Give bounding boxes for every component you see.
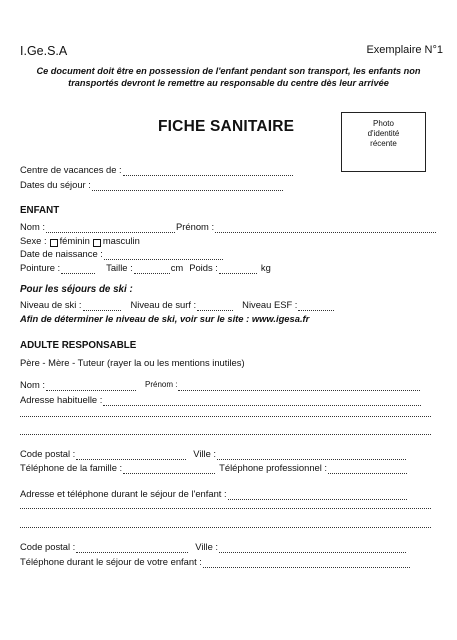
code-postal2-line[interactable] bbox=[76, 544, 188, 553]
sexe-row bbox=[20, 235, 140, 247]
code-postal2-label: Code postal : bbox=[20, 541, 76, 552]
adresse-line-2[interactable] bbox=[20, 416, 431, 417]
ville2-label: Ville : bbox=[195, 541, 219, 552]
centre-field[interactable] bbox=[20, 164, 294, 176]
adresse-sejour-label: Adresse et téléphone durant le séjour de l'enfant : bbox=[20, 488, 227, 499]
ville2-line[interactable] bbox=[219, 544, 406, 553]
copy-number: Exemplaire N°1 bbox=[366, 44, 443, 56]
transport-notice: Ce document doit être en possession de l'enfant pendant son transport, les enfants non transportés devront le remettre au responsable du centre dès leur arrivée bbox=[36, 66, 421, 88]
adulte-heading: ADULTE RESPONSABLE bbox=[20, 340, 137, 351]
adulte-prenom-label: Prénom : bbox=[145, 380, 178, 389]
adresse-field[interactable] bbox=[20, 394, 422, 406]
measurements-row bbox=[20, 262, 271, 274]
poids-unit: kg bbox=[260, 262, 271, 273]
organization-name: I.Ge.S.A bbox=[20, 44, 68, 58]
adulte-nom-label: Nom : bbox=[20, 379, 46, 390]
photo-box bbox=[341, 112, 426, 172]
tel-famille-line[interactable] bbox=[123, 465, 215, 474]
ville-label: Ville : bbox=[193, 448, 217, 459]
poids-label: Poids : bbox=[189, 262, 218, 273]
naissance-line[interactable] bbox=[104, 251, 223, 260]
taille-unit: cm bbox=[170, 262, 184, 273]
tel-sejour-field[interactable] bbox=[20, 556, 411, 568]
ski-heading: Pour les séjours de ski : bbox=[20, 284, 133, 295]
masculin-label: masculin bbox=[102, 235, 140, 246]
photo-box-line-2: d'identité bbox=[367, 129, 400, 138]
tel-pro-line[interactable] bbox=[328, 465, 407, 474]
code-postal-line[interactable] bbox=[76, 451, 186, 460]
pointure-line[interactable] bbox=[61, 265, 95, 274]
tel-pro-label: Téléphone professionnel : bbox=[219, 462, 328, 473]
naissance-label: Date de naissance : bbox=[20, 248, 103, 259]
photo-box-line-3: récente bbox=[370, 139, 397, 148]
niveau-esf-label: Niveau ESF : bbox=[242, 299, 298, 310]
adresse-line-3[interactable] bbox=[20, 434, 431, 435]
enfant-prenom-line[interactable] bbox=[215, 224, 436, 233]
niveau-ski-line[interactable] bbox=[83, 302, 121, 311]
enfant-nom-line[interactable] bbox=[46, 224, 175, 233]
photo-box-line-1: Photo bbox=[373, 119, 394, 128]
taille-line[interactable] bbox=[134, 265, 170, 274]
dates-line[interactable] bbox=[92, 182, 283, 191]
niveau-surf-label: Niveau de surf : bbox=[130, 299, 197, 310]
adresse-line-1[interactable] bbox=[103, 397, 421, 406]
poids-line[interactable] bbox=[219, 265, 257, 274]
tel-sejour-line[interactable] bbox=[203, 559, 410, 568]
adresse-sejour-line-3[interactable] bbox=[20, 527, 431, 528]
centre-label: Centre de vacances de : bbox=[20, 164, 122, 175]
niveau-ski-label: Niveau de ski : bbox=[20, 299, 82, 310]
niveau-esf-line[interactable] bbox=[298, 302, 334, 311]
enfant-heading: ENFANT bbox=[20, 205, 60, 216]
code-postal2-row bbox=[20, 541, 407, 553]
adulte-prenom-line[interactable] bbox=[178, 382, 420, 391]
telephone-row bbox=[20, 462, 408, 474]
tel-famille-label: Téléphone de la famille : bbox=[20, 462, 123, 473]
centre-line[interactable] bbox=[123, 167, 293, 176]
form-title: FICHE SANITAIRE bbox=[158, 118, 295, 135]
feminin-checkbox[interactable] bbox=[50, 239, 58, 247]
taille-label: Taille : bbox=[106, 262, 133, 273]
enfant-nom-label: Nom : bbox=[20, 221, 46, 232]
adulte-name-row bbox=[20, 379, 421, 391]
niveau-surf-line[interactable] bbox=[197, 302, 233, 311]
adulte-nom-line[interactable] bbox=[46, 382, 136, 391]
sexe-label: Sexe : bbox=[20, 235, 47, 246]
code-postal-label: Code postal : bbox=[20, 448, 76, 459]
relation-text: Père - Mère - Tuteur (rayer la ou les mentions inutiles) bbox=[20, 357, 245, 368]
ski-level-note: Afin de déterminer le niveau de ski, voir sur le site : www.igesa.fr bbox=[20, 313, 310, 324]
ski-levels-row bbox=[20, 299, 335, 311]
adresse-label: Adresse habituelle : bbox=[20, 394, 103, 405]
dates-field[interactable] bbox=[20, 179, 284, 191]
adresse-sejour-field[interactable] bbox=[20, 488, 408, 500]
tel-sejour-label: Téléphone durant le séjour de votre enfant : bbox=[20, 556, 202, 567]
pointure-label: Pointure : bbox=[20, 262, 61, 273]
enfant-prenom-label: Prénom : bbox=[176, 221, 215, 232]
dates-label: Dates du séjour : bbox=[20, 179, 91, 190]
masculin-checkbox[interactable] bbox=[93, 239, 101, 247]
adresse-sejour-line-1[interactable] bbox=[228, 491, 407, 500]
adresse-sejour-line-2[interactable] bbox=[20, 508, 431, 509]
feminin-label: féminin bbox=[59, 235, 90, 246]
ville-line[interactable] bbox=[217, 451, 406, 460]
code-postal-row bbox=[20, 448, 407, 460]
enfant-name-row bbox=[20, 221, 437, 233]
naissance-field[interactable] bbox=[20, 248, 224, 260]
